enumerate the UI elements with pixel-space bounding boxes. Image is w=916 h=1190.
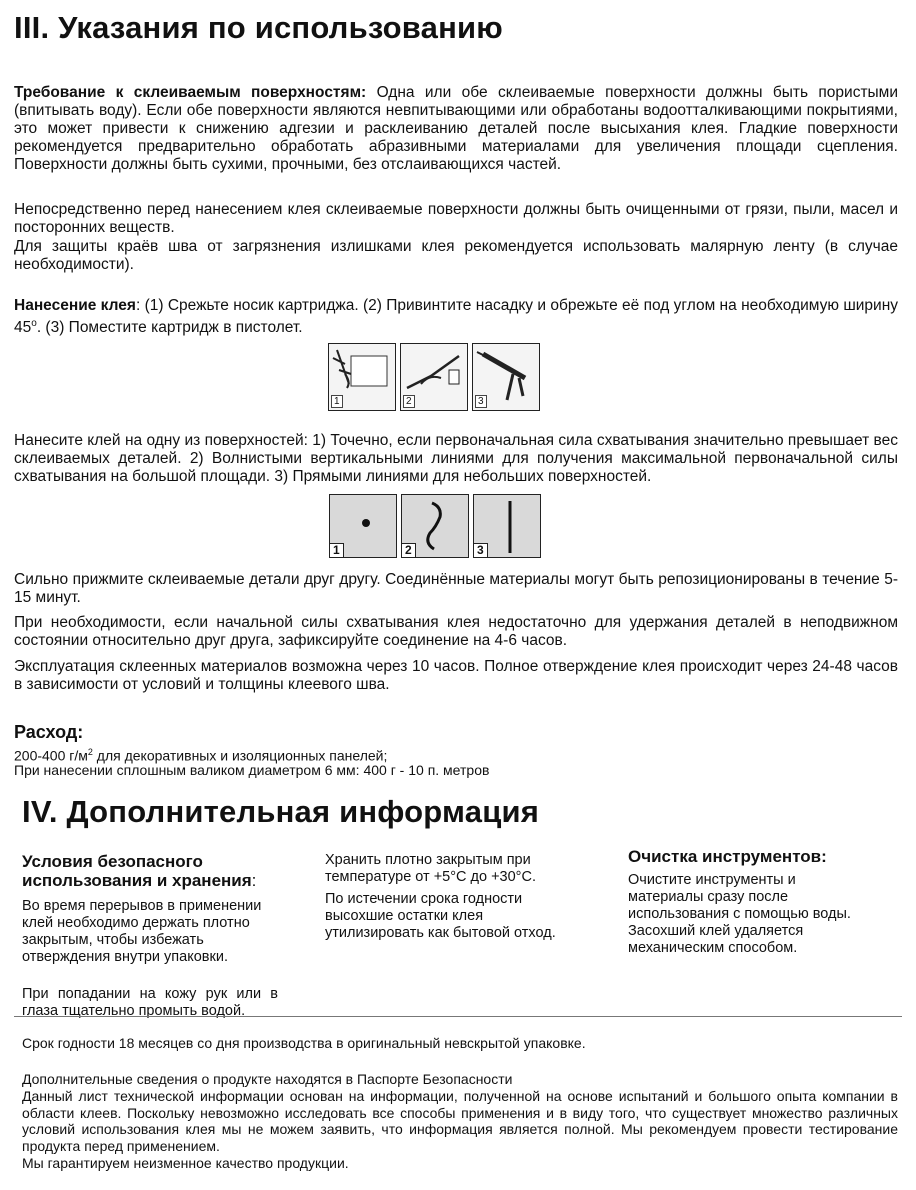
cleaning-paragraph: Непосредственно перед нанесением клея склеиваемые поверхности должны быть очищенными от грязи, пыли, масел и посторонних веществ. — [14, 201, 898, 236]
storage-paragraph-2: По истечении срока годности высохшие остатки клея утилизировать как бытовой отход. — [325, 891, 556, 941]
bead-patterns-illustration — [329, 494, 541, 558]
cartridge-steps-illustration — [328, 343, 540, 411]
curing-paragraph: Эксплуатация склеенных материалов возможна через 10 часов. Полное отверждение клея происходит через 24-48 часов в зависимости от условий и толщины клеевого шва. — [14, 658, 898, 693]
square-sup: 2 — [87, 747, 93, 757]
divider — [14, 1016, 902, 1017]
disclaimer: Данный лист технической информации основан на информации, полученной на основе испытаний и большого опыта компании в области клеев. Поскольку невозможно исследовать все способы применения и в виду того, что существует множество различных условий использования клея мы не можем заявить, что информация является полной. Мы рекомендуем провести тестирование продукта перед применением. — [22, 1088, 898, 1154]
masking-tape-paragraph: Для защиты краёв шва от загрязнения излишками клея рекомендуется использовать малярную ленту (в случае необходимости). — [14, 238, 898, 273]
section-4-title: IV. Дополнительная информация — [22, 794, 539, 829]
step-number: 2 — [403, 395, 415, 408]
consumption-value: 200-400 г/м — [14, 747, 88, 764]
consumption-line-2: При нанесении сплошным валиком диаметром 6 мм: 400 г - 10 п. метров — [14, 762, 490, 778]
surface-requirements — [14, 84, 898, 174]
safety-paragraph-2: При попадании на кожу рук или в глаза тщательно промыть водой. — [22, 986, 278, 1019]
shelf-life: Срок годности 18 месяцев со дня производства в оригинальный невскрытой упаковке. — [22, 1035, 586, 1051]
surface-requirements-label: Требование к склеиваемым поверхностям: — [14, 84, 367, 101]
safety-paragraph-1: Во время перерывов в применении клей необходимо держать плотно закрытым, чтобы избежать отверждения внутри упаковки. — [22, 898, 262, 965]
cleaning-title: Очистка инструментов: — [628, 847, 827, 866]
application-methods-paragraph: Нанесите клей на одну из поверхностей: 1) Точечно, если первоначальная сила схватывания значительно превышает вес склеиваемых деталей. 2) Волнистыми вертикальными линиями для получения максимальной первоначальной силы схватывания на большой площади. 3) Прямыми линиями для небольших поверхностей. — [14, 432, 898, 485]
pattern-wavy — [401, 494, 469, 558]
degree-sup: о — [31, 318, 37, 329]
step-gun — [472, 343, 540, 411]
application-text: : (1) Срежьте носик картриджа. (2) Привинтите насадку и обрежьте её под углом на необходимую ширину 45 — [14, 297, 899, 337]
consumption-desc: для декоративных и изоляционных панелей; — [92, 747, 388, 764]
pattern-straight — [473, 494, 541, 558]
fixation-paragraph: При необходимости, если начальной силы схватывания клея недостаточно для удержания деталей в неподвижном состоянии относительно друг друга, зафиксируйте соединение на 4-6 часов. — [14, 614, 898, 649]
step-nozzle — [400, 343, 468, 411]
pattern-number: 1 — [330, 543, 344, 557]
cleaning-paragraph-tools: Очистите инструменты и материалы сразу после использования с помощью воды. Засохший клей удаляется механическим способом. — [628, 872, 851, 956]
application-label: Нанесение клея — [14, 297, 136, 314]
safety-title — [22, 852, 282, 890]
safety-title-colon: : — [251, 871, 257, 890]
step-number: 1 — [331, 395, 343, 408]
storage-paragraph-1: Хранить плотно закрытым при температуре от +5°C до +30°C. — [325, 852, 536, 885]
surface-requirements-text: Одна или обе склеиваемые поверхности должны быть пористыми (впитывать воду). Если обе поверхности являются невпитывающими или обработаны водоотталкивающими покрытиями, это может привести к снижению адгезии и расклеиванию деталей после высыхания клея. Гладкие поверхности рекомендуется предварительно обработать абразивными материалами для увеличения площади сцепления. Поверхности должны быть сухими, прочными, без отслаивающихся частей. — [14, 84, 898, 173]
step-number: 3 — [475, 395, 487, 408]
application-text-end: . (3) Поместите картридж в пистолет. — [36, 319, 303, 337]
more-info: Дополнительные сведения о продукте находятся в Паспорте Безопасности — [22, 1071, 513, 1087]
step-cut-nozzle — [328, 343, 396, 411]
pattern-number: 2 — [402, 543, 416, 557]
safety-title-text: Условия безопасного использования и хранения — [22, 852, 252, 890]
consumption-title: Расход: — [14, 722, 84, 742]
application-paragraph — [14, 297, 898, 337]
pattern-dot — [329, 494, 397, 558]
guarantee: Мы гарантируем неизменное качество продукции. — [22, 1155, 349, 1171]
section-3-title: III. Указания по использованию — [14, 10, 503, 45]
pattern-number: 3 — [474, 543, 488, 557]
press-paragraph: Сильно прижмите склеиваемые детали друг другу. Соединённые материалы могут быть репозиционированы в течение 5-15 минут. — [14, 571, 898, 606]
